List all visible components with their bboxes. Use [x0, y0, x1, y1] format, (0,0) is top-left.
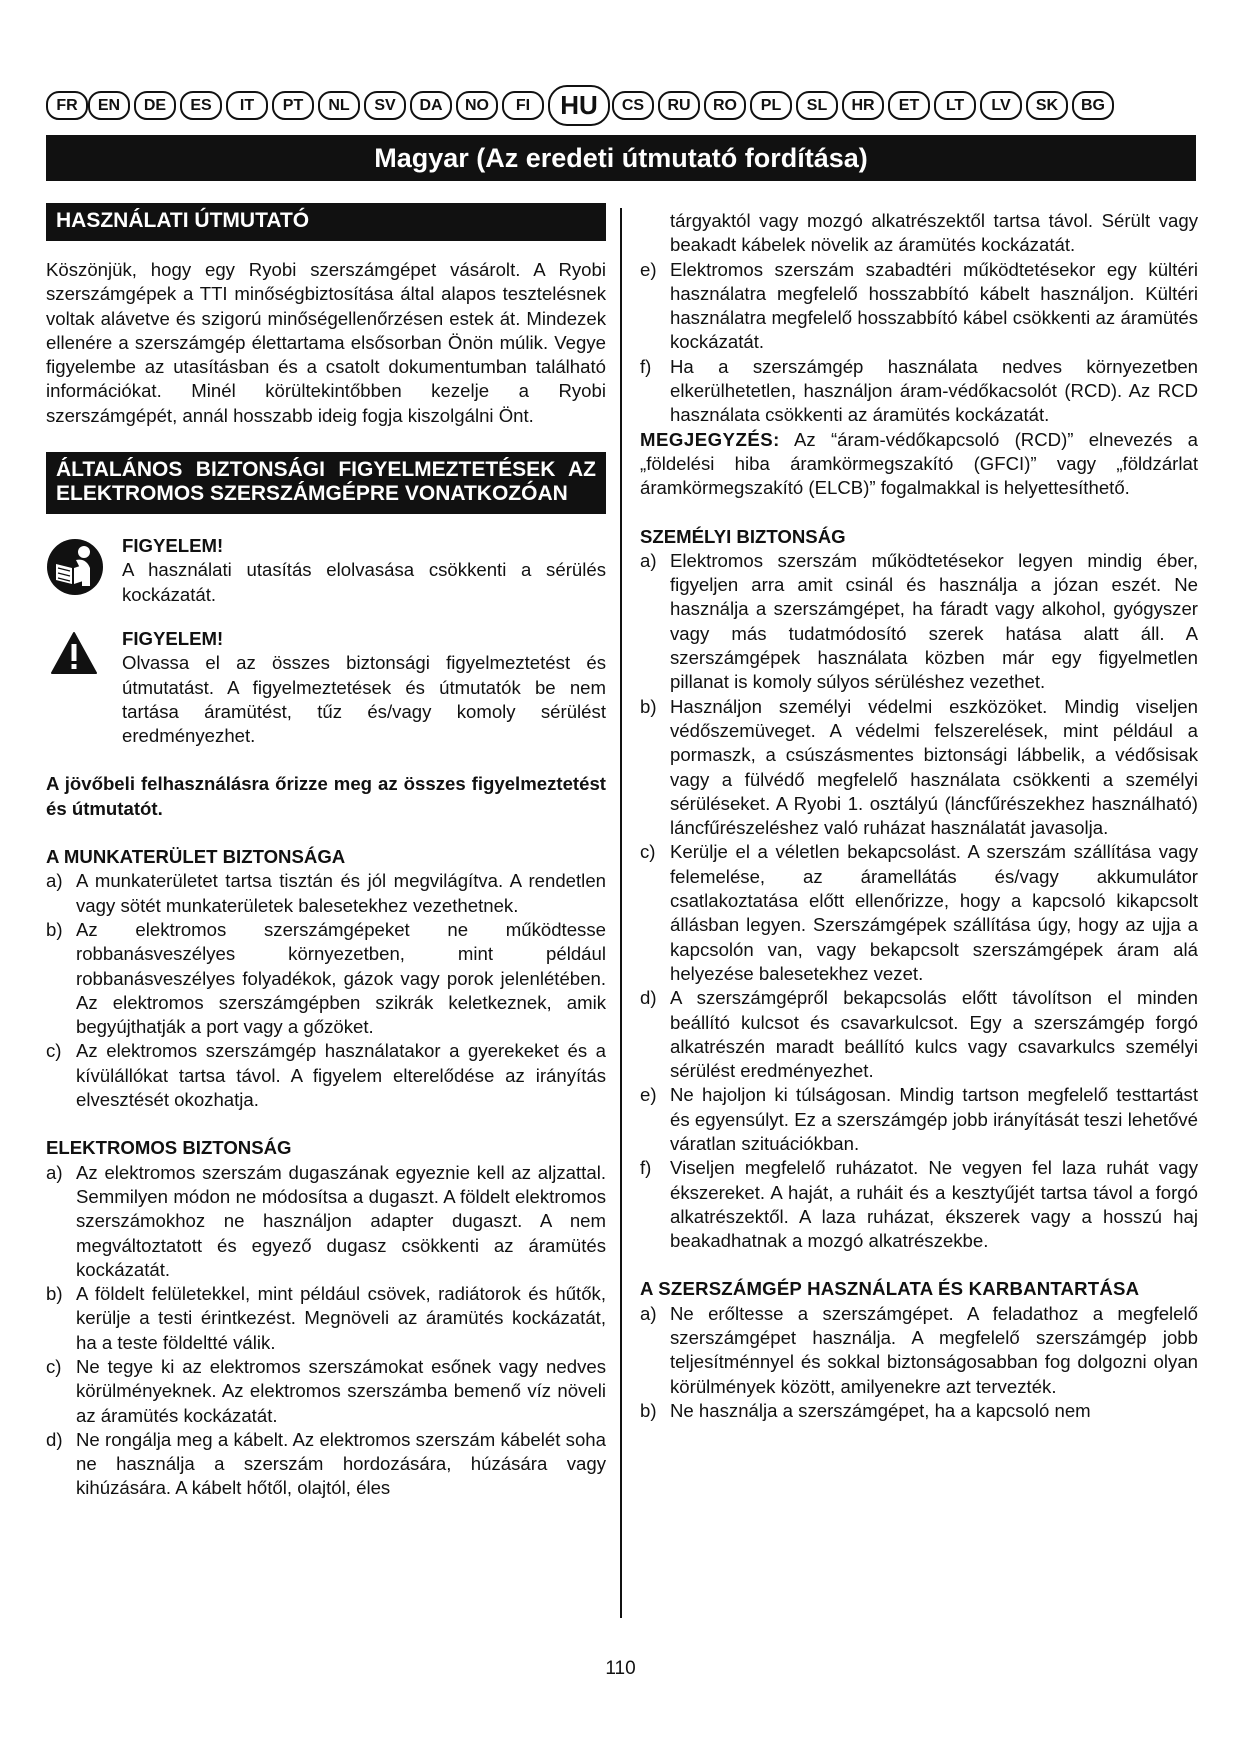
item-text: Az elektromos szerszámgépeket ne működtesse robbanásveszélyes környezetben, mint például robbanásveszélyes folyadékok, gázok vagy porok jelenlétében. Az elektromos szerszámgépben szikrák keletkeznek, amik begyújthatják a port vagy a gőzöket. [76, 918, 606, 1038]
item-label: d) [640, 987, 657, 1009]
list-item [640, 258, 1198, 355]
list-item [640, 1399, 1198, 1423]
item-text: Elektromos szerszám működtetésekor legyen mindig éber, figyeljen arra amit csinál és használja a józan eszét. Ne használja a szerszámgépet, ha fáradt vagy alkohol, gyógyszer vagy más tudatmódosító szerek hatása alatt áll. A szerszámgépek használata közben már egy figyelmetlen pillanat is komoly súlyos sérüléshez vezethet. [670, 549, 1198, 693]
item-label: f) [640, 1157, 652, 1179]
item-text: A szerszámgépről bekapcsolás előtt távolítson el minden beállító kulcsot és csavarkulcsot. Egy a szerszámgép forgó alkatrészén maradt beállító kulcs vagy csavarkulcs személyi sérülést eredményezhet. [670, 987, 1198, 1082]
note-paragraph [640, 428, 1198, 501]
lang-pt[interactable]: PT [272, 91, 314, 120]
note-label: MEGJEGYZÉS: [640, 428, 780, 450]
continuation-text: tárgyaktól vagy mozgó alkatrészektől tartsa távol. Sérült vagy beakadt kábelek növelik az áramütés kockázatát. [670, 210, 1198, 256]
item-label: a) [46, 870, 63, 892]
item-label: c) [46, 1040, 62, 1062]
warning2-text: Olvassa el az összes biztonsági figyelmeztetést és útmutatást. A figyelmeztetések és útmutatók be nem tartása áramütést, tűz és/vagy komoly sérülést eredményezhet. [122, 652, 606, 747]
item-text: A munkaterületet tartsa tisztán és jól megvilágítva. A rendetlen vagy sötét munkaterületek balesetekhez vezethetnek. [76, 870, 606, 916]
list-item [46, 1039, 606, 1112]
lang-pl[interactable]: PL [750, 91, 792, 120]
item-text: Az elektromos szerszám dugaszának egyeznie kell az aljzattal. Semmilyen módon ne módosítsa a dugaszt. A földelt elektromos szerszámokhoz ne használjon adapter dugaszt. A nem megváltoztatott és egyező dugasz csökkenti az áramütés kockázatát. [76, 1161, 606, 1280]
lang-hr[interactable]: HR [842, 91, 884, 120]
item-label: a) [640, 1302, 657, 1324]
lang-sl[interactable]: SL [796, 91, 838, 120]
lang-bg[interactable]: BG [1072, 91, 1114, 120]
personal-safety-heading: SZEMÉLYI BIZTONSÁG [640, 525, 846, 547]
item-label: a) [640, 549, 657, 571]
item-text: Használjon személyi védelmi eszközöket. Mindig viseljen védőszemüveget. A védelmi felszerelések, mint például a pormaszk, a csúszásmentes biztonsági lábbelik, a védősisak vagy a fülvédő megfelelő használata csökkenti a személyi sérüléseket. A Ryobi 1. osztályú (láncfűrészekhez használható) láncfűrészeléshez való ruházat használatát javasolja. [670, 695, 1198, 839]
lang-ru[interactable]: RU [658, 91, 700, 120]
lang-it[interactable]: IT [226, 91, 268, 120]
list-item [46, 918, 606, 1039]
lang-de[interactable]: DE [134, 91, 176, 120]
right-column [640, 209, 1198, 1423]
list-item [640, 840, 1198, 986]
item-label: c) [46, 1355, 62, 1377]
work-area-heading: A MUNKATERÜLET BIZTONSÁGA [46, 846, 346, 868]
warning2-title: FIGYELEM! [122, 627, 224, 649]
general-safety-heading: ÁLTALÁNOS BIZTONSÁGI FIGYELMEZTETÉSEK AZ ELEKTROMOS SZERSZÁMGÉPRE VONATKOZÓAN [46, 452, 606, 514]
warning-triangle-icon [50, 631, 98, 681]
item-label: b) [640, 1399, 657, 1421]
lang-sk[interactable]: SK [1026, 91, 1068, 120]
lang-fr[interactable]: FR [46, 91, 88, 120]
list-item [46, 1355, 606, 1428]
left-column [46, 203, 606, 1501]
lang-en[interactable]: EN [88, 91, 130, 120]
list-item [46, 1161, 606, 1282]
warning-read-manual [46, 534, 606, 607]
page-title: Magyar (Az eredeti útmutató fordítása) [46, 135, 1196, 181]
list-item [640, 1302, 1198, 1399]
item-text: Ne tegye ki az elektromos szerszámokat esőnek vagy nedves körülményeknek. Az elektromos szerszámba bemenő víz növeli az áramütés kockázatát. [76, 1355, 606, 1426]
list-item [640, 549, 1198, 695]
item-text: A földelt felületekkel, mint például csövek, radiátorok és hűtők, kerülje a testi érintkezést. Megnöveli az áramütés kockázatát, ha a teste földeltté válik. [76, 1283, 606, 1353]
item-label: b) [46, 918, 63, 940]
note-text: Az “áram-védőkapcsoló (RCD)” elnevezés a „földelési hiba áramkörmegszakító (GFCI)” vagy „földzárlat áramkörmegszakító (ELCB)” fogalmakkal is helyettesíthető. [640, 428, 1198, 499]
lang-da[interactable]: DA [410, 91, 452, 120]
list-item [46, 869, 606, 918]
item-label: e) [640, 258, 657, 280]
item-label: c) [640, 841, 656, 863]
lang-es[interactable]: ES [180, 91, 222, 120]
item-label: d) [46, 1428, 63, 1450]
lang-ro[interactable]: RO [704, 91, 746, 120]
electrical-heading: ELEKTROMOS BIZTONSÁG [46, 1137, 292, 1159]
column-divider [620, 208, 622, 1618]
item-text: Ne rongálja meg a kábelt. Az elektromos szerszám kábelét soha ne használja a szerszám hordozására, húzására vagy kihúzására. A kábelt hőtől, olajtól, éles [76, 1428, 606, 1499]
tool-use-heading: A SZERSZÁMGÉP HASZNÁLATA ÉS KARBANTARTÁSA [640, 1278, 1140, 1300]
lang-hu-active[interactable]: HU [548, 85, 610, 126]
warning1-text: A használati utasítás elolvasása csökkenti a sérülés kockázatát. [122, 559, 606, 605]
language-bar [46, 88, 1198, 120]
list-item [640, 1156, 1198, 1253]
item-text: Kerülje el a véletlen bekapcsolást. A szerszám szállítása vagy felemelése, az áramellátás és/vagy akkumulátor csatlakoztatása előtt ellenőrizze, hogy a kapcsoló kikapcsolt állásban legyen. Szerszámgépek szállítása úgy, hogy az ujja a kapcsolón van, vagy bekapcsolt szerszámgépek áram alá helyezése balesetekhez vezet. [670, 841, 1198, 984]
item-text: Elektromos szerszám szabadtéri működtetésekor egy kültéri használatra megfelelő hosszabbító kábelt használjon. Kültéri használatra megfelelő hosszabbító kábel csökkenti az áramütés kockázatát. [670, 258, 1198, 353]
list-item [640, 695, 1198, 841]
read-manual-icon [46, 538, 104, 602]
lang-nl[interactable]: NL [318, 91, 360, 120]
usage-heading: HASZNÁLATI ÚTMUTATÓ [46, 203, 606, 241]
lang-sv[interactable]: SV [364, 91, 406, 120]
item-label: b) [46, 1283, 63, 1305]
lang-no[interactable]: NO [456, 91, 498, 120]
lang-fi[interactable]: FI [502, 91, 544, 120]
item-text: Ne erőltesse a szerszámgépet. A feladathoz a megfelelő szerszámgépet használja. A megfelelő szerszámgép jobb teljesítménnyel és sokkal biztonságosabban fog dolgozni olyan körülmények között, amilyenekre azt tervezték. [670, 1302, 1198, 1397]
item-label: f) [640, 355, 652, 377]
list-item [46, 1282, 606, 1355]
item-text: Ne használja a szerszámgépet, ha a kapcsoló nem [670, 1399, 1091, 1421]
keep-instructions-note: A jövőbeli felhasználásra őrizze meg az összes figyelmeztetést és útmutatót. [46, 773, 606, 819]
intro-paragraph: Köszönjük, hogy egy Ryobi szerszámgépet vásárolt. A Ryobi szerszámgépek a TTI minőségbiztosítása által alapos tesztelésnek voltak alávetve és szigorú minőségellenőrzésen estek át. Mindezek ellenére a szerszámgép élettartama elsősorban Önön múlik. Vegye figyelembe az utasításban és a csatolt dokumentumban található információkat. Minél körültekintőbben kezelje a Ryobi szerszámgépét, annál hosszabb ideig fogja kiszolgálni Önt. [46, 259, 606, 426]
item-text: Az elektromos szerszámgép használatakor a gyerekeket és a kívülállókat tartsa távol. A figyelem elterelődése az irányítás elvesztését okozhatja. [76, 1040, 606, 1111]
warning-general [46, 627, 606, 748]
item-label: e) [640, 1084, 657, 1106]
lang-cs[interactable]: CS [612, 91, 654, 120]
page-number: 110 [605, 1658, 636, 1679]
list-item [640, 986, 1198, 1083]
item-label: b) [640, 695, 657, 717]
item-label: a) [46, 1161, 63, 1183]
list-item [640, 1083, 1198, 1156]
lang-et[interactable]: ET [888, 91, 930, 120]
list-item [46, 1428, 606, 1501]
lang-lv[interactable]: LV [980, 91, 1022, 120]
item-text: Viseljen megfelelő ruházatot. Ne vegyen fel laza ruhát vagy ékszereket. A haját, a ruháit és a kesztyűjét tartsa távol a forgó alkatrészektől. A laza ruházat, ékszerek vagy a hosszú haj beakadhatnak a mozgó alkatrészekbe. [670, 1157, 1198, 1252]
item-text: Ha a szerszámgép használata nedves környezetben elkerülhetetlen, használjon áram-védőkacsolót (RCD). Az RCD használata csökkenti az áramütés kockázatát. [670, 355, 1198, 426]
warning1-title: FIGYELEM! [122, 535, 224, 557]
item-text: Ne hajoljon ki túlságosan. Mindig tartson megfelelő testtartást és egyensúlyt. Ez a szerszámgép jobb irányítását teszi lehetővé váratlan szituációkban. [670, 1084, 1198, 1154]
lang-lt[interactable]: LT [934, 91, 976, 120]
list-item [640, 355, 1198, 428]
